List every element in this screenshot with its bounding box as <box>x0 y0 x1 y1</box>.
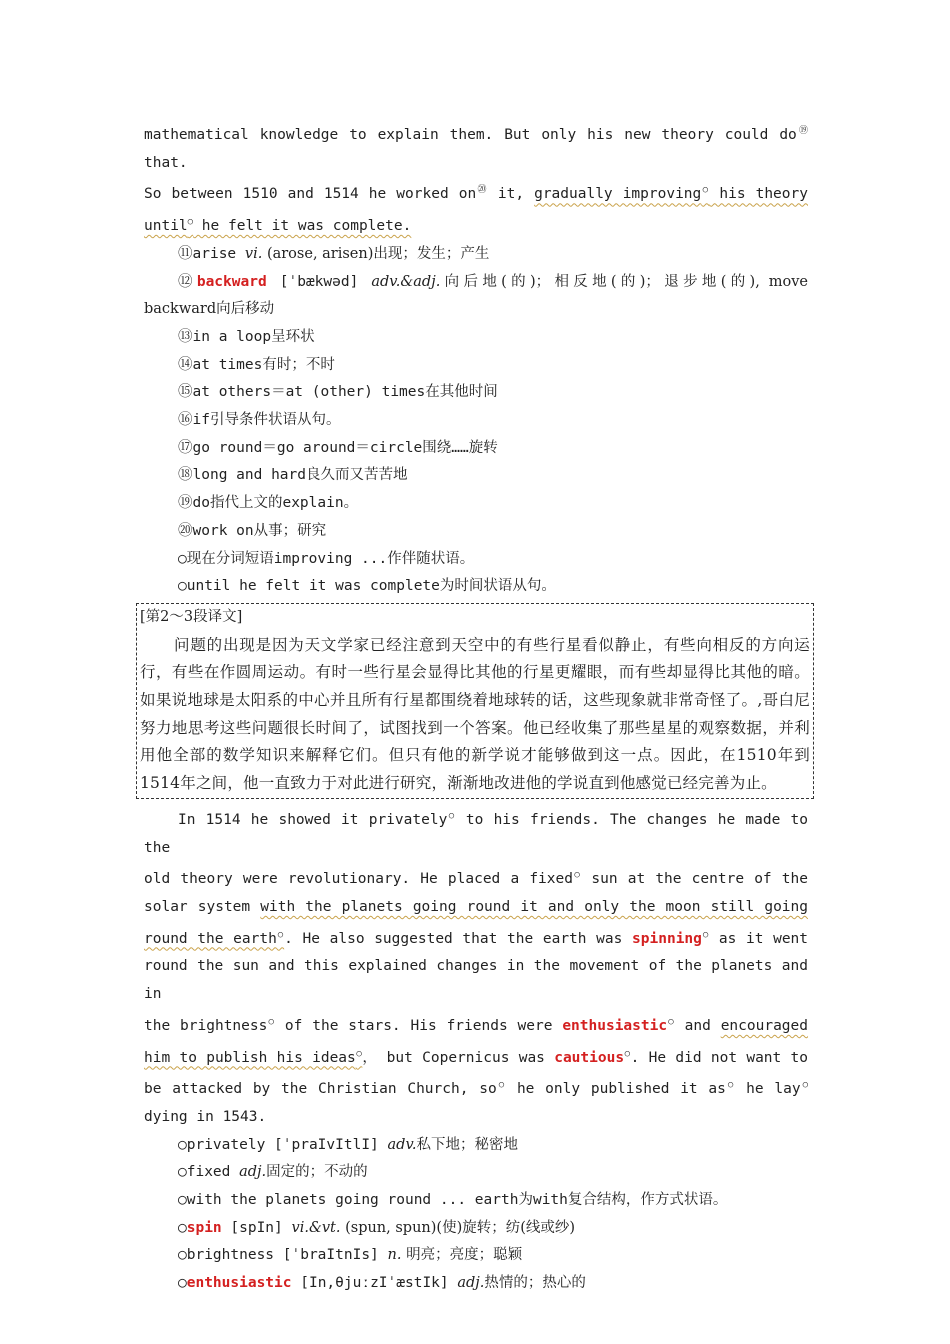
keyword: spin <box>186 1219 222 1236</box>
vocab-note: ○enthusiastic [In,θjuːzIˈæstIk] adj.热情的；热心的 <box>178 1275 586 1292</box>
translation-text: 问题的出现是因为天文学家已经注意到天空中的有些行星看似静止，有些向相反的方向运行，有些在作圆周运动。有时一些行星会显得比其他的行星更耀眼，而有些却显得比其他的暗。如果说地球是太阳系的中心并且所有行星都围绕着地球转的话，这些现象就非常奇怪了。,哥白尼努力地思考这些问题很长时间了，试图找到一个答案。他已经收集了那些星星的观察数据，并利用他全部的数学知识来解释它们。但只有他的新学说才能够做到这一点。因此，在1510年到1514年之间，他一直致力于对此进行研究，渐渐地改进他的学说直到他感觉已经完善为止。 <box>140 635 810 793</box>
vocab-note: ⑯if引导条件状语从句。 <box>178 412 341 429</box>
keyword: enthusiastic <box>562 1017 668 1034</box>
translation-heading: [第2～3段译文] <box>140 608 243 625</box>
grammar-note: ○with the planets going round ... earth为with复合结构，作方式状语。 <box>178 1192 728 1209</box>
text-line: the brightness○ of the stars. His friends were enthusiastic○ and encouraged <box>144 1016 809 1034</box>
text-line: old theory were revolutionary. He placed a fixed○ sun at the centre of the <box>144 870 808 888</box>
page-content <box>140 118 810 1298</box>
text-line: So between 1510 and 1514 he worked on⑳ it, gradually improving○ his theory <box>144 185 808 203</box>
text-line: him to publish his ideas○， but Copernicus was cautious○. He did not want to <box>144 1048 809 1066</box>
grammar-note: ○现在分词短语improving ...作伴随状语。 <box>178 550 475 567</box>
wavy-phrase: round the earth○ <box>144 929 285 947</box>
vocab-note: ○brightness [ˈbraItnIs] n. 明亮；亮度；聪颖 <box>178 1247 523 1264</box>
text-line: mathematical knowledge to explain them. But only his new theory could do⑲ that. <box>144 126 808 171</box>
text-line: dying in 1543. <box>144 1108 267 1125</box>
vocab-note: ⑱long and hard良久而又苦苦地 <box>178 467 408 484</box>
vocab-note: ⑫backward [ˈbækwəd] adv.&adj.向后地(的)；相反地(的)；退步地(的), move <box>178 273 809 290</box>
vocab-note: backward向后移动 <box>144 301 275 318</box>
vocab-note: ⑲do指代上文的explain。 <box>178 495 359 512</box>
keyword: spinning <box>632 930 702 947</box>
keyword: backward <box>196 273 267 290</box>
grammar-note: ○until he felt it was complete为时间状语从句。 <box>178 578 556 595</box>
wavy-phrase: with the planets going round it and only the moon still going <box>260 898 808 915</box>
vocab-note: ⑰go round＝go around＝circle围绕……旋转 <box>178 439 498 456</box>
wavy-phrase: until○ he felt it was complete. <box>144 217 412 235</box>
vocab-note: ⑮at others＝at (other) times在其他时间 <box>178 384 498 401</box>
text-line: round the sun and this explained changes in the movement of the planets and in <box>144 958 808 1003</box>
text-line <box>144 209 808 241</box>
keyword: cautious <box>554 1049 625 1066</box>
translation-box <box>136 603 814 799</box>
keyword: enthusiastic <box>186 1275 292 1292</box>
wavy-phrase: gradually improving○ his theory <box>534 185 808 203</box>
vocab-note: ○privately [ˈpraIvItlI] adv.私下地；秘密地 <box>178 1136 519 1153</box>
text-line: solar system with the planets going round it and only the moon still going <box>144 898 808 915</box>
text-line: In 1514 he showed it privately○ to his friends. The changes he made to the <box>144 810 808 856</box>
vocab-note: ⑪arise vi. (arose, arisen)出现；发生；产生 <box>178 245 490 262</box>
vocab-note: ⑬in a loop呈环状 <box>178 328 315 345</box>
wavy-phrase: him to publish his ideas○ <box>144 1048 363 1066</box>
text-line: be attacked by the Christian Church, so○ he only published it as○ he lay○ <box>144 1080 809 1098</box>
vocab-note: ⑭at times有时；不时 <box>178 356 335 373</box>
vocab-note: ○spin [spIn] vi.&vt. (spun, spun)(使)旋转；纺(线或纱) <box>178 1219 576 1236</box>
vocab-note: ⑳work on从事；研究 <box>178 522 327 539</box>
vocab-note: ○fixed adj.固定的；不动的 <box>178 1164 368 1181</box>
wavy-phrase: encouraged <box>720 1017 809 1034</box>
text-line: round the earth○. He also suggested that the earth was spinning○ as it went <box>144 929 809 947</box>
